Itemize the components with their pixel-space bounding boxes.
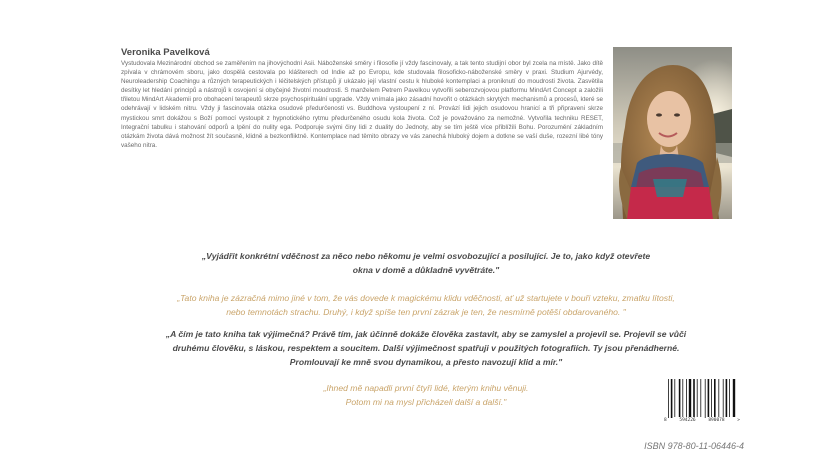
quote-2-line: nebo temnotách strachu. Druhý, i když spíše ten první zázrak je ten, že nesmírně potěší obdarovaného. " bbox=[226, 307, 626, 317]
author-bio: Vystudovala Mezinárodní obchod se zaměřením na jihovýchodní Asii. Náboženské směry i filosofie jí vždy fascinovaly, a tak tento studijní obor byl zcela na místě. Jako dítě zpívala v chrámovém sboru, jako dospělá cestovala po klášterech od Indie až po Evropu, kde studovala filosoficko-náboženské směry v praxi. Studium Ajurvédy, Neuroleadership Coachingu a různých terapeutických i léčitelských přístupů jí ukázalo její vlastní cestu k hluboké kontemplaci a proniknutí do moudrosti života. Zasvětila desítky let hledání principů a nástrojů k osvojení si obyčejné životní moudrosti. S manželem Petrem Pavelkou vytvořili seberozvojovou platformu MindArt Concept a založili třiletou MindArt Akademii pro obohacení terapeutů skrze psychospirituální upgrade. Vždy vnímala jako zásadní hovořit o otázkách skrytých mechanismů a procesů, které se odehrávají v lidském nitru. Vždy ji fascinovala otázka osudové předurčenosti vs. Buddhova vystoupení z ní. Provází lidi jejich osudovou hranicí a tři připraveni skrze mystickou smrt dokážou s Boží pomocí vystoupit z hypnotického rytmu předurčeného osudu kola života. Což je považováno za nemožné. Vytvořila techniku RESET, Integrační tabulku i stahování odporů a lpění do nulity ega. Podporuje svými činy lidi z duality do Jednoty, aby se tím ještě více přiblížili Bohu. Porozumění základním otázkám života dává možnost žít současně, klidně a bezkonfliktně. Kontemplace nad těmito obrazy ve vás zanechá hluboký dojem a dotkne se vaší duše, rozezní libé tóny vašeho nitra. bbox=[121, 60, 603, 149]
quote-2 bbox=[120, 291, 732, 319]
quote-4 bbox=[120, 381, 732, 409]
barcode-digit-group: > bbox=[737, 418, 740, 423]
quote-3-line: Promlouvají ke mně svou dynamikou, a přesto navozují klid a mír." bbox=[289, 357, 563, 367]
barcode-digit-group: 890078 bbox=[708, 418, 725, 423]
barcode-digit-group: 594226 bbox=[679, 418, 696, 423]
quote-2-line: „Tato kniha je zázračná mimo jiné v tom, že vás dovede k magickému klidu vděčnosti, ať už startujete v bouři vzteku, zmatku lítosti, bbox=[177, 293, 675, 303]
barcode-digits bbox=[664, 418, 740, 423]
isbn: ISBN 978-80-11-06446-4 bbox=[644, 441, 744, 451]
quote-4-line: „Ihned mě napadli první čtyři lidé, kterým knihu věnuji. bbox=[323, 383, 529, 393]
quote-1-line: okna v domě a důkladně vyvětráte." bbox=[352, 265, 500, 275]
author-name: Veronika Pavelková bbox=[121, 47, 210, 58]
quote-1 bbox=[120, 249, 732, 277]
quote-4-line: Potom mi na mysl přicházeli další a další." bbox=[345, 397, 507, 407]
barcode-digit-group: 8 bbox=[664, 418, 667, 423]
author-photo bbox=[613, 47, 732, 219]
quote-3-line: druhému člověku, s láskou, respektem a soucitem. Další výjimečnost spatřuji v použitých fotografiích. Ty jsou přenádherné. bbox=[172, 343, 680, 353]
quote-3-line: „A čím je tato kniha tak výjimečná? Právě tím, jak účinně dokáže člověka zastavit, aby se zamyslel a projevil se. Projevil se vůči bbox=[165, 329, 687, 339]
quote-3 bbox=[120, 327, 732, 369]
quote-1-line: „Vyjádřit konkrétní vděčnost za něco nebo někomu je velmi osvobozující a posilující. Je to, jako když otevřete bbox=[201, 251, 651, 261]
